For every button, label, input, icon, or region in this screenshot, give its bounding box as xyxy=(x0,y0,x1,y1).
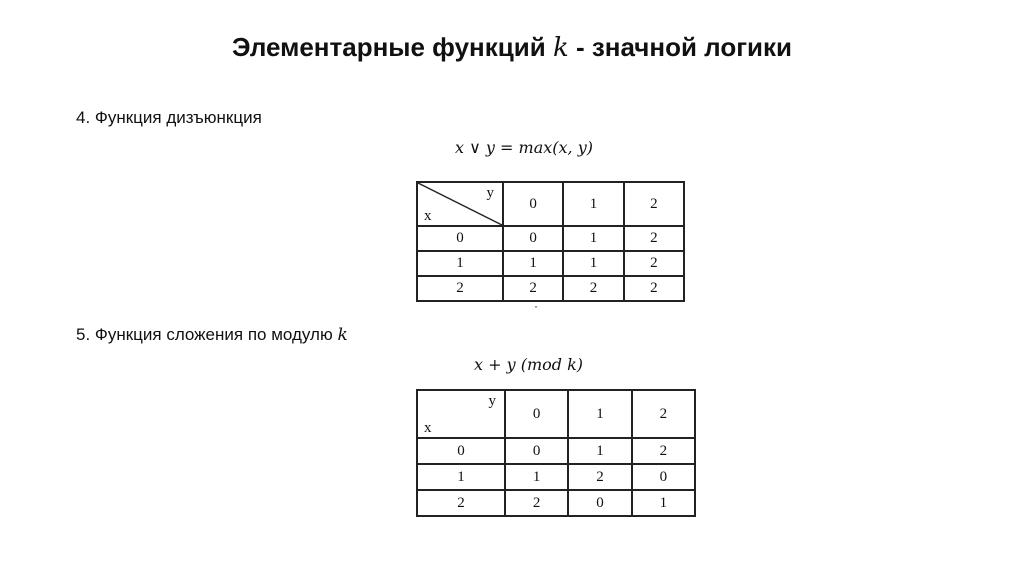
table-corner-cell xyxy=(417,182,503,226)
section-5-heading-text: 5. Функция сложения по модулю xyxy=(76,325,333,344)
table-row xyxy=(417,490,695,516)
table-header-row xyxy=(417,182,684,226)
table-cell: 1 xyxy=(563,226,623,251)
table-row xyxy=(417,226,684,251)
section-4-formula: x ∨ y = max(x, y) xyxy=(455,138,593,157)
row-header: 0 xyxy=(417,438,505,464)
table-header-row xyxy=(417,390,695,438)
row-header: 0 xyxy=(417,226,503,251)
disjunction-table xyxy=(416,181,685,302)
section-5-heading-variable: k xyxy=(337,325,348,345)
table-cell: 0 xyxy=(632,464,695,490)
table-cell: 1 xyxy=(568,438,631,464)
corner-y-label: y xyxy=(486,185,494,201)
table-cell: 2 xyxy=(568,464,631,490)
table-cell: 1 xyxy=(632,490,695,516)
col-header: 0 xyxy=(503,182,563,226)
section-5-heading xyxy=(76,325,348,345)
col-header: 1 xyxy=(568,390,631,438)
mod-sum-table xyxy=(416,389,696,517)
title-variable: k xyxy=(552,33,569,63)
table-cell: 2 xyxy=(563,276,623,301)
table-cell: 2 xyxy=(505,490,568,516)
table-cell: 1 xyxy=(503,251,563,276)
section-4-heading xyxy=(76,108,262,128)
section-5-formula: x + y (mod k) xyxy=(474,355,584,374)
section-4-heading-text: 4. Функция дизъюнкция xyxy=(76,108,262,127)
table-cell: 2 xyxy=(503,276,563,301)
corner-y-label: y xyxy=(488,393,496,409)
stray-dot: · xyxy=(534,299,538,313)
title-text: Элементарные функций xyxy=(231,32,546,62)
row-header: 2 xyxy=(417,490,505,516)
title-suffix: - значной логики xyxy=(575,32,793,62)
table-cell: 1 xyxy=(505,464,568,490)
table-cell: 2 xyxy=(624,226,684,251)
col-header: 2 xyxy=(632,390,695,438)
table-cell: 0 xyxy=(503,226,563,251)
row-header: 1 xyxy=(417,464,505,490)
corner-x-label: x xyxy=(424,420,432,436)
row-header: 2 xyxy=(417,276,503,301)
page-title xyxy=(0,32,1024,63)
table-cell: 2 xyxy=(624,251,684,276)
col-header: 0 xyxy=(505,390,568,438)
table-cell: 2 xyxy=(624,276,684,301)
table-corner-cell xyxy=(417,390,505,438)
table-cell: 0 xyxy=(568,490,631,516)
table-row xyxy=(417,438,695,464)
col-header: 1 xyxy=(563,182,623,226)
table-row xyxy=(417,464,695,490)
table-cell: 0 xyxy=(505,438,568,464)
corner-x-label: x xyxy=(424,208,432,224)
row-header: 1 xyxy=(417,251,503,276)
table-cell: 1 xyxy=(563,251,623,276)
table-cell: 2 xyxy=(632,438,695,464)
table-row xyxy=(417,251,684,276)
col-header: 2 xyxy=(624,182,684,226)
table-row xyxy=(417,276,684,301)
